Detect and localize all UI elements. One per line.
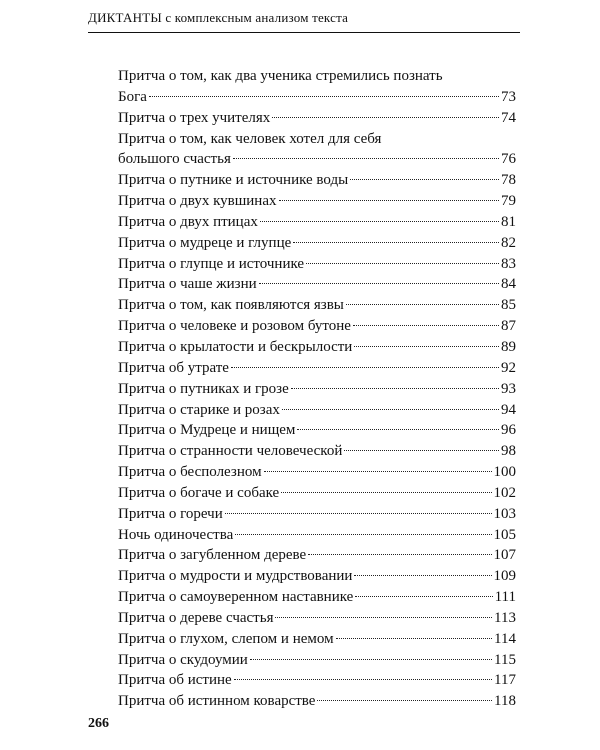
toc-entry-title: Притча о мудреце и глупце <box>118 234 292 251</box>
dot-leader <box>346 304 499 305</box>
dot-leader <box>225 513 492 514</box>
toc-entry-page: 102 <box>493 484 516 501</box>
dot-leader <box>250 659 492 660</box>
toc-entry-page: 103 <box>493 505 516 522</box>
dot-leader <box>308 554 491 555</box>
toc-entry <box>118 504 516 525</box>
toc-entry-line <box>118 149 516 170</box>
toc-entry-title: Притча о Мудреце и нищем <box>118 422 296 439</box>
toc-entry-line <box>118 254 516 275</box>
toc-entry-line <box>118 87 516 108</box>
toc-entry-page: 89 <box>501 338 516 355</box>
dot-leader <box>231 367 499 368</box>
toc-entry <box>118 379 516 400</box>
toc-entry-page: 78 <box>501 172 516 189</box>
toc-entry-page: 114 <box>494 630 516 647</box>
page-number: 266 <box>88 716 109 731</box>
dot-leader <box>336 638 492 639</box>
toc-entry-page: 100 <box>493 464 516 481</box>
toc-entry <box>118 566 516 587</box>
toc-entry <box>118 587 516 608</box>
toc-entry <box>118 66 516 108</box>
toc-entry <box>118 650 516 671</box>
toc-entry-line <box>118 420 516 441</box>
toc-entry-title: Ночь одиночества <box>118 526 234 543</box>
dot-leader <box>233 158 499 159</box>
toc-entry-title: Притча о двух кувшинах <box>118 193 277 210</box>
toc-entry <box>118 629 516 650</box>
toc-entry-title-line1: Притча о том, как человек хотел для себя <box>118 130 382 147</box>
dot-leader <box>317 700 492 701</box>
dot-leader <box>282 409 499 410</box>
toc-entry-page: 96 <box>501 422 516 439</box>
toc-entry-line <box>118 691 516 712</box>
toc-entry-page: 73 <box>501 88 516 105</box>
toc-entry-line <box>118 462 516 483</box>
table-of-contents <box>118 66 516 712</box>
toc-entry-page: 109 <box>493 568 516 585</box>
toc-entry-page: 81 <box>501 213 516 230</box>
toc-entry-line <box>118 379 516 400</box>
toc-entry <box>118 212 516 233</box>
toc-entry-page: 74 <box>501 109 516 126</box>
toc-entry-line <box>118 545 516 566</box>
toc-entry-page: 85 <box>501 297 516 314</box>
toc-entry-title: Притча о двух птицах <box>118 213 258 230</box>
dot-leader <box>264 471 492 472</box>
toc-entry <box>118 545 516 566</box>
toc-entry-page: 107 <box>493 547 516 564</box>
toc-entry-title: Притча о дереве счастья <box>118 609 274 626</box>
toc-entry-line <box>118 316 516 337</box>
dot-leader <box>281 492 491 493</box>
toc-entry-title: Притча о глухом, слепом и немом <box>118 630 334 647</box>
dot-leader <box>272 117 499 118</box>
toc-entry-title: Притча о загубленном дереве <box>118 547 307 564</box>
toc-entry-line <box>118 608 516 629</box>
toc-entry <box>118 670 516 691</box>
toc-entry-page: 117 <box>494 672 516 689</box>
toc-entry-title-line1: Притча о том, как два ученика стремились познать <box>118 68 443 84</box>
toc-entry <box>118 483 516 504</box>
toc-entry-page: 115 <box>494 651 516 668</box>
toc-entry-line <box>118 629 516 650</box>
toc-entry-title: Притча о чаше жизни <box>118 276 257 293</box>
toc-entry <box>118 608 516 629</box>
toc-entry-line <box>118 441 516 462</box>
toc-entry <box>118 191 516 212</box>
toc-entry <box>118 441 516 462</box>
toc-entry <box>118 170 516 191</box>
toc-entry-title: Притча о скудоумии <box>118 651 248 668</box>
toc-entry <box>118 400 516 421</box>
toc-entry <box>118 274 516 295</box>
toc-entry-title: Притча о глупце и источнике <box>118 255 305 272</box>
toc-entry <box>118 420 516 441</box>
toc-entry-line <box>118 504 516 525</box>
dot-leader <box>259 283 499 284</box>
toc-entry-title: Притча о крылатости и бескрылости <box>118 338 353 355</box>
toc-entry-title: Притча о путниках и грозе <box>118 380 289 397</box>
toc-entry-page: 93 <box>501 380 516 397</box>
dot-leader <box>235 534 491 535</box>
toc-entry-title: Притча о бесполезном <box>118 464 262 481</box>
toc-entry-line <box>118 337 516 358</box>
toc-entry-line <box>118 108 516 129</box>
dot-leader <box>350 179 499 180</box>
dot-leader <box>354 346 499 347</box>
toc-entry-line <box>118 170 516 191</box>
running-head <box>88 10 520 26</box>
dot-leader <box>355 596 492 597</box>
toc-entry-line <box>118 587 516 608</box>
running-head-subtitle: с комплексным анализом текста <box>165 10 349 25</box>
toc-entry-title: Притча о старике и розах <box>118 401 280 418</box>
toc-entry-page: 84 <box>501 276 516 293</box>
dot-leader <box>149 96 499 97</box>
toc-entry-line <box>118 670 516 691</box>
toc-entry-title: большого счастья <box>118 151 231 168</box>
toc-entry-title: Притча о путнике и источнике воды <box>118 172 349 189</box>
header-rule <box>88 32 520 33</box>
toc-entry-title: Притча о человеке и розовом бутоне <box>118 318 351 335</box>
toc-entry-page: 82 <box>501 234 516 251</box>
toc-entry <box>118 295 516 316</box>
dot-leader <box>293 242 499 243</box>
toc-entry <box>118 337 516 358</box>
toc-entry-page: 98 <box>501 443 516 460</box>
toc-entry-title: Притча о богаче и собаке <box>118 484 280 501</box>
toc-entry-line <box>118 400 516 421</box>
dot-leader <box>275 617 492 618</box>
toc-entry-line <box>118 566 516 587</box>
toc-entry <box>118 233 516 254</box>
toc-entry <box>118 691 516 712</box>
toc-entry-page: 94 <box>501 401 516 418</box>
toc-entry-title: Притча об истинном коварстве <box>118 693 316 710</box>
toc-entry <box>118 254 516 275</box>
toc-entry-line <box>118 274 516 295</box>
toc-entry-page: 113 <box>494 609 516 626</box>
toc-entry-page: 105 <box>493 526 516 543</box>
toc-entry-line <box>118 233 516 254</box>
dot-leader <box>234 679 492 680</box>
toc-entry-title: Притча о самоуверенном наставнике <box>118 589 354 606</box>
toc-entry-page: 92 <box>501 359 516 376</box>
toc-entry-title: Притча об истине <box>118 672 232 689</box>
running-head-title: ДИКТАНТЫ <box>88 10 162 25</box>
dot-leader <box>354 575 491 576</box>
toc-entry <box>118 129 516 171</box>
toc-entry <box>118 462 516 483</box>
toc-entry-page: 76 <box>501 151 516 168</box>
dot-leader <box>291 388 499 389</box>
toc-entry-line <box>118 295 516 316</box>
toc-entry-title: Притча о трех учителях <box>118 109 271 126</box>
toc-entry-title: Бога <box>118 88 147 105</box>
toc-entry-line <box>118 358 516 379</box>
dot-leader <box>297 429 499 430</box>
toc-entry <box>118 525 516 546</box>
toc-entry-line <box>118 483 516 504</box>
toc-entry <box>118 108 516 129</box>
dot-leader <box>260 221 499 222</box>
toc-entry <box>118 316 516 337</box>
toc-entry-title: Притча о странности человеческой <box>118 443 343 460</box>
toc-entry-page: 79 <box>501 193 516 210</box>
dot-leader <box>279 200 500 201</box>
toc-entry-page: 111 <box>494 589 516 606</box>
dot-leader <box>344 450 499 451</box>
toc-entry-line <box>118 525 516 546</box>
toc-entry <box>118 358 516 379</box>
dot-leader <box>353 325 499 326</box>
toc-entry-line <box>118 212 516 233</box>
dot-leader <box>306 263 499 264</box>
toc-entry-page: 83 <box>501 255 516 272</box>
toc-entry-title: Притча о том, как появляются язвы <box>118 297 344 314</box>
toc-entry-page: 87 <box>501 318 516 335</box>
toc-entry-title: Притча о горечи <box>118 505 223 522</box>
toc-entry-title: Притча о мудрости и мудрствовании <box>118 568 353 585</box>
toc-entry-title: Притча об утрате <box>118 359 229 376</box>
toc-entry-page: 118 <box>494 693 516 710</box>
toc-entry-line <box>118 650 516 671</box>
toc-entry-line <box>118 191 516 212</box>
